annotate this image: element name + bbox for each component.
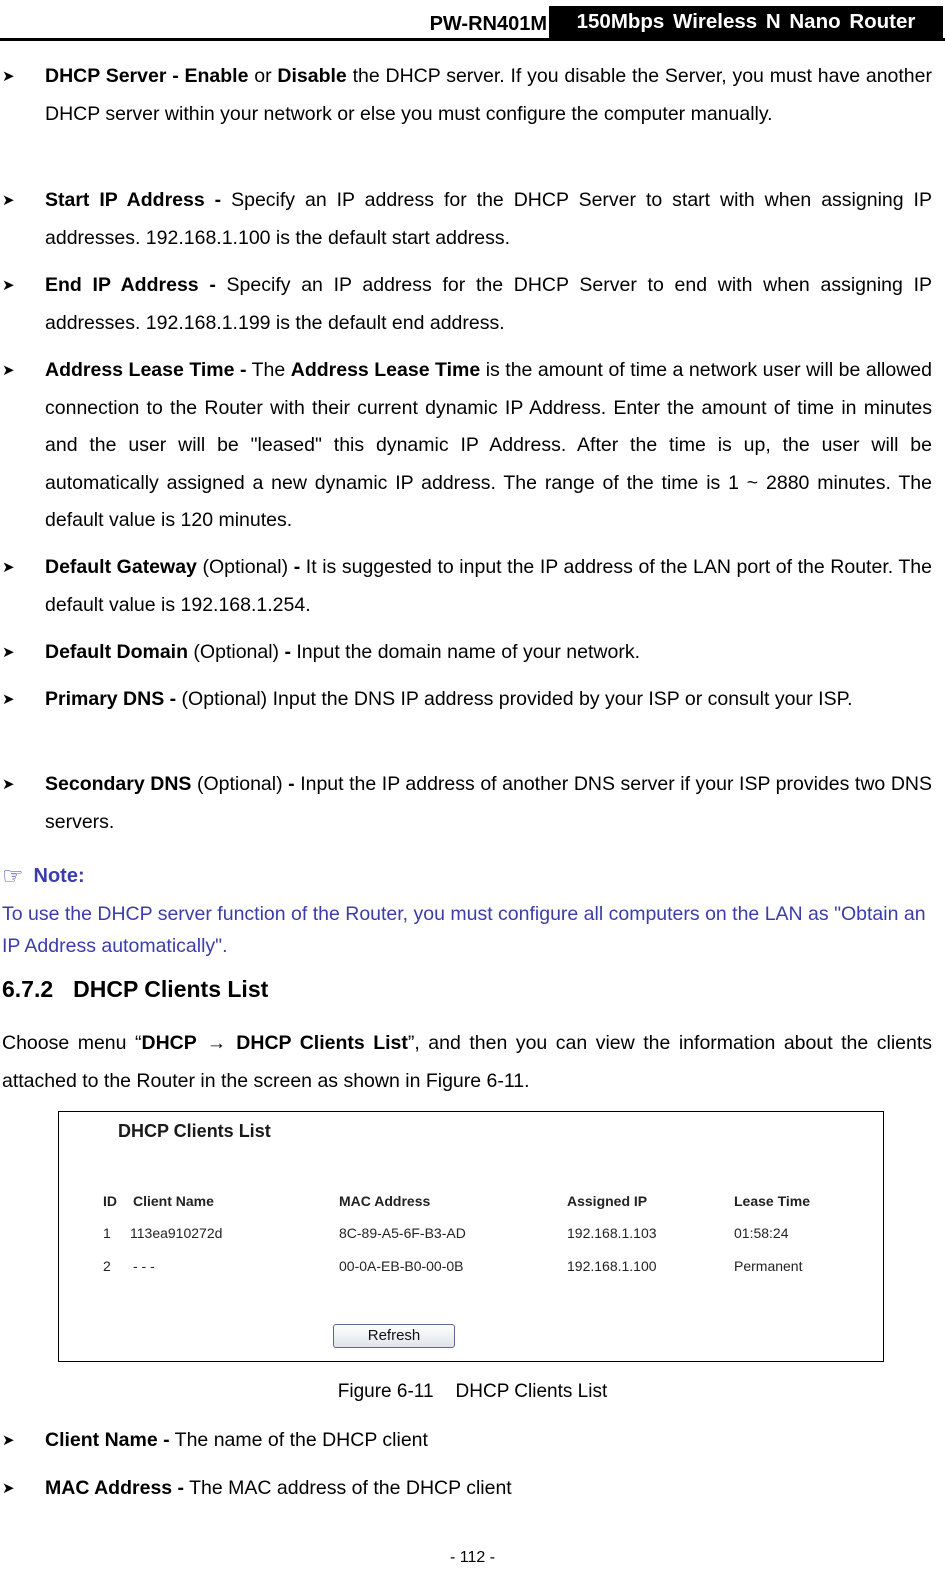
bullet-term: Secondary DNS (45, 773, 192, 795)
bullet-mac-address (0, 1470, 932, 1508)
bullet-term: End IP Address - (45, 274, 216, 296)
header-rule (0, 38, 945, 41)
arrowhead-bullet-icon: ➤ (2, 559, 15, 576)
arrow-right-icon: → (206, 1032, 227, 1054)
bullet-default-domain (0, 634, 932, 672)
column-header-id: ID (103, 1193, 117, 1209)
bullet-term: Default Domain (45, 641, 189, 663)
cell-mac-address: 8C-89-A5-6F-B3-AD (339, 1225, 466, 1241)
bullet-term: - (293, 556, 301, 578)
note-heading (2, 860, 85, 893)
bullet-connector: (Optional) (188, 641, 285, 663)
bullet-primary-dns (0, 681, 932, 719)
arrowhead-bullet-icon: ➤ (2, 192, 15, 209)
cell-client-name: - - - (133, 1258, 155, 1274)
bullet-connector: or (248, 65, 278, 87)
header-model: PW-RN401M (429, 13, 547, 35)
refresh-button[interactable]: Refresh (333, 1324, 455, 1348)
cell-assigned-ip: 192.168.1.100 (567, 1258, 657, 1274)
bullet-desc: It is suggested to input the IP address of the LAN port of the Router. The default value is 192.168.1.254. (45, 556, 932, 616)
page-number: - 112 - (449, 1549, 496, 1566)
figure-caption (0, 1378, 945, 1406)
bullet-term: - (288, 773, 295, 795)
caption-number: Figure 6-11 (337, 1381, 434, 1402)
intro-text: ”, and then you can view the information about the clients attached to the Router in the screen as shown in Figure 6-11. (2, 1032, 933, 1092)
bullet-term: Primary DNS - (45, 688, 177, 710)
menu-path-dhcp: DHCP (141, 1032, 197, 1054)
menu-path-clients-list: DHCP Clients List (236, 1032, 408, 1054)
bullet-desc: The MAC address of the DHCP client (184, 1477, 512, 1499)
bullet-desc: Specify an IP address for the DHCP Server to end with when assigning IP addresses. 192.168.1.199 is the default end address. (45, 274, 932, 334)
arrowhead-bullet-icon: ➤ (2, 68, 15, 85)
cell-lease-time: 01:58:24 (734, 1225, 789, 1241)
bullet-term: Address Lease Time - (45, 359, 247, 381)
pointing-hand-icon: ☞ (2, 863, 24, 890)
bullet-secondary-dns (0, 766, 932, 841)
bullet-client-name (0, 1422, 932, 1460)
bullet-desc: the DHCP server. If you disable the Server, you must have another DHCP server within your network or else you must configure the computer manually. (45, 65, 932, 125)
bullet-term: MAC Address - (45, 1477, 185, 1499)
arrowhead-bullet-icon: ➤ (2, 691, 15, 708)
cell-assigned-ip: 192.168.1.103 (567, 1225, 657, 1241)
cell-client-name: 113ea910272d (130, 1225, 223, 1241)
bullet-term: Address Lease Time (290, 359, 481, 381)
bullet-connector: (Optional) (191, 773, 289, 795)
arrowhead-bullet-icon: ➤ (2, 644, 15, 661)
bullet-desc: is the amount of time a network user will be allowed connection to the Router with their current dynamic IP Address. Enter the amount of time in minutes and the user will be "leased" this dynamic IP Address. After the time is up, the user will be automatically assigned a new dynamic IP address. The range of the time is 1 ~ 2880 minutes. The default value is 120 minutes. (45, 359, 932, 531)
bullet-start-ip (0, 182, 932, 257)
bullet-term: DHCP Server - Enable (45, 65, 249, 87)
column-header-client-name: Client Name (133, 1193, 214, 1209)
figure-title: DHCP Clients List (118, 1121, 271, 1141)
intro-paragraph (2, 1024, 932, 1100)
bullet-lease-time (0, 352, 932, 540)
figure-dhcp-clients-list (58, 1111, 884, 1362)
bullet-end-ip (0, 267, 932, 342)
header-product: 150Mbps Wireless N Nano Router (549, 6, 943, 38)
bullet-default-gateway (0, 549, 932, 624)
bullet-connector: The (246, 359, 291, 381)
column-header-mac-address: MAC Address (339, 1193, 431, 1209)
arrowhead-bullet-icon: ➤ (2, 1432, 15, 1449)
bullet-term: Start IP Address - (45, 189, 222, 211)
arrowhead-bullet-icon: ➤ (2, 277, 15, 294)
bullet-term: - (284, 641, 291, 663)
bullet-term: Client Name - (45, 1429, 170, 1451)
bullet-desc: (Optional) Input the DNS IP address provided by your ISP or consult your ISP. (176, 688, 853, 710)
bullet-desc: Input the domain name of your network. (290, 641, 640, 663)
caption-title: DHCP Clients List (455, 1381, 608, 1402)
arrowhead-bullet-icon: ➤ (2, 1480, 15, 1497)
column-header-assigned-ip: Assigned IP (567, 1193, 648, 1209)
bullet-connector: (Optional) (196, 556, 294, 578)
cell-id: 2 (103, 1258, 111, 1274)
bullet-desc: The name of the DHCP client (169, 1429, 428, 1451)
bullet-dhcp-server (0, 58, 932, 133)
bullet-desc: Specify an IP address for the DHCP Server to start with when assigning IP addresses. 192.168.1.100 is the default start address. (45, 189, 932, 249)
arrowhead-bullet-icon: ➤ (2, 776, 15, 793)
column-header-lease-time: Lease Time (734, 1193, 811, 1209)
intro-text: Choose menu “ (2, 1032, 142, 1054)
note-label: Note: (33, 865, 85, 887)
arrowhead-bullet-icon: ➤ (2, 362, 15, 379)
cell-id: 1 (103, 1225, 111, 1241)
section-number: 6.7.2 (2, 976, 54, 1002)
page-header (0, 0, 945, 40)
bullet-desc: Input the IP address of another DNS server if your ISP provides two DNS servers. (45, 773, 932, 833)
cell-mac-address: 00-0A-EB-B0-00-0B (339, 1258, 464, 1274)
note-text: To use the DHCP server function of the Router, you must configure all computers on the LAN as "Obtain an IP Address automatically". (2, 903, 926, 957)
section-heading (2, 972, 268, 1006)
bullet-term: Default Gateway (45, 556, 197, 578)
bullet-term: Disable (277, 65, 347, 87)
section-title: DHCP Clients List (73, 976, 269, 1002)
cell-lease-time: Permanent (734, 1258, 803, 1274)
